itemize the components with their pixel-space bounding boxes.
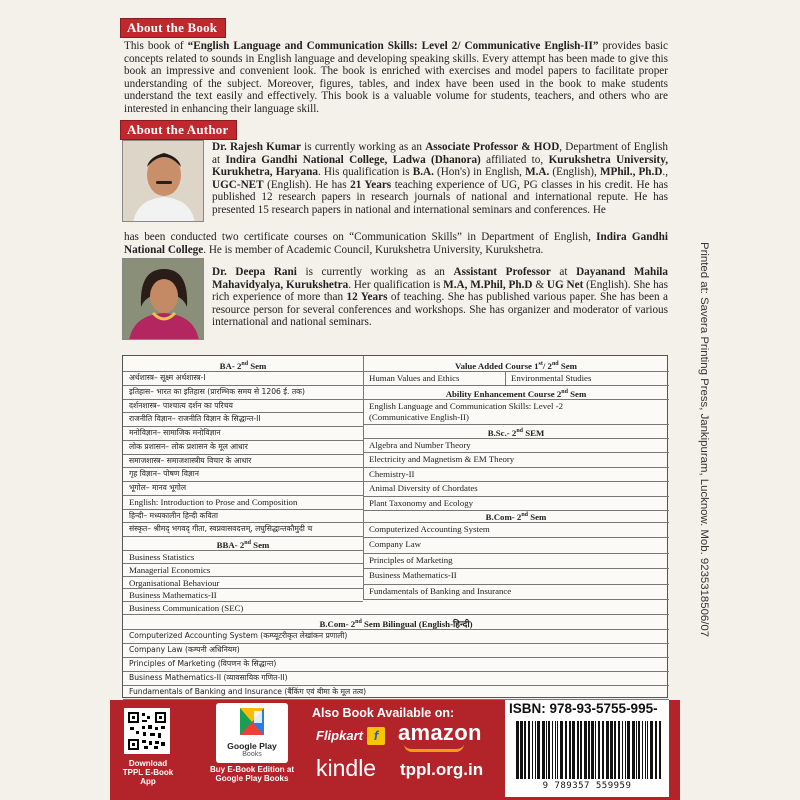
bold-text: Dayanand Mahila Mahavidyalya, Kurukshetra: [212, 266, 669, 291]
isbn-number: ISBN: 978-93-5755-995-: [505, 700, 669, 732]
qr-caption: Download TPPL E-Book App: [122, 759, 174, 786]
author-rajesh-bio-continued: [124, 231, 668, 256]
bcom-subject-row: Principles of Marketing: [369, 554, 453, 565]
bilingual-subject-row: Principles of Marketing (विपणन के सिद्धान्त): [129, 659, 277, 668]
bilingual-subject-row: Business Mathematics-II (व्यावसायिक गणित-II): [129, 673, 288, 682]
bold-text: Indira Gandhi National College, Ladwa (Dhanora): [225, 153, 481, 166]
author-photo-deepa: [122, 258, 204, 340]
google-play-label: Google Play: [227, 741, 277, 751]
vac-left: Human Values and Ethics: [369, 373, 460, 383]
text-run: . He is member of Academic Council, Kurukshetra University, Kurukshetra.: [203, 243, 544, 256]
bcom-subject-row: Computerized Accounting System: [369, 524, 490, 534]
bold-text: M.A, M.Phil, Ph.D: [443, 278, 533, 291]
text-run: .,: [662, 166, 668, 179]
flipkart-logo[interactable]: Flipkart: [316, 728, 363, 743]
bold-text: UGC-NET: [212, 178, 264, 191]
ba-subject-row: हिन्दी– मध्यकालीन हिन्दी कविता: [129, 510, 218, 520]
tppl-website[interactable]: tppl.org.in: [400, 760, 484, 779]
bold-text: UG Net: [546, 278, 584, 291]
aec-line-2: (Communicative English-II): [369, 412, 469, 422]
author-photo-rajesh: [122, 140, 204, 222]
barcode-icon: [516, 721, 662, 779]
ba-subject-row: संस्कृत– श्रीमद् भगवद् गीता, स्वप्नवासवदत्तम्, लघुसिद्धान्तकौमुदी च: [129, 524, 313, 534]
text-run: . His qualification is: [317, 166, 413, 179]
course-table: [122, 355, 668, 698]
amazon-smile-icon: [404, 744, 464, 752]
ba-subject-row: समाजशास्त्र– समाजशास्त्रीय विचार के आधार: [129, 455, 252, 465]
printer-info: Printed at: Savera Printing Press, Jankipuram, Lucknow. Mob. 9235318506/07: [698, 242, 710, 638]
bilingual-subject-row: Company Law (कम्पनी अधिनियम): [129, 645, 240, 654]
google-play-caption: Buy E-Book Edition at Google Play Books: [210, 765, 294, 783]
bsc-subject-row: Plant Taxonomy and Ecology: [369, 497, 474, 508]
bba-subject-row: Organisational Behaviour: [129, 577, 220, 588]
author-deepa-bio: [212, 266, 668, 329]
text-run: is currently working as an: [296, 266, 454, 278]
bold-text: Associate Professor & HOD: [425, 141, 560, 153]
author-rajesh-bio: [212, 141, 668, 217]
text-run: (English),: [549, 166, 600, 179]
text-run: (English). She has rich experience of more than: [212, 278, 668, 304]
ba-heading: BA- 2nd Sem: [219, 360, 267, 371]
google-play-sub: Books: [242, 751, 262, 758]
bilingual-subject-row: Computerized Accounting System (कम्प्यूटरीकृत लेखांकन प्रणाली): [129, 631, 348, 640]
ba-subject-row: इतिहास– भारत का इतिहास (प्रारम्भिक समय से 1206 ई. तक): [129, 386, 305, 396]
bold-text: M.A.: [525, 166, 550, 179]
text-run: &: [532, 278, 547, 291]
text-run: has been conducted two certificate courses on “Communication Skills” in Department of English,: [124, 231, 597, 243]
bold-text: Kurukshetra University, Kurukhetra, Haryana: [212, 153, 668, 179]
bcom-subject-row: Business Mathematics-II: [369, 570, 457, 581]
bcom-subject-row: Fundamentals of Banking and Insurance: [369, 585, 512, 596]
aec-heading: Ability Enhancement Course 2nd Sem: [445, 388, 587, 399]
bold-text: B.A.: [412, 166, 434, 179]
bba-subject-row: Business Mathematics-II: [129, 590, 217, 601]
bsc-subject-row: Animal Diversity of Chordates: [369, 483, 478, 494]
text-run: teaching experience of UG, PG classes in his credit. He has published 12 research papers in research journals of national and international repute. He has presented 15 research papers in national and international seminars and conferences. He: [212, 178, 668, 216]
bold-text: 21 Years: [350, 178, 392, 191]
text-run: at: [550, 266, 577, 278]
ba-subject-row: दर्शनशास्त्र– पाश्चात्य दर्शन का परिचय: [129, 400, 233, 410]
bsc-subject-row: Chemistry-II: [369, 468, 415, 479]
text-run: . Her qualification is: [348, 278, 444, 291]
bold-text: MPhil., Ph.D: [599, 166, 663, 179]
text-run: of teaching. She has published various paper. She has been a resource person for several conferences and workshops. She has organizer and moderator of various international and national seminars.: [212, 291, 669, 329]
about-author-heading: About the Author: [120, 120, 237, 140]
bba-subject-row: Business Statistics: [129, 552, 195, 562]
text-run: This book of: [124, 40, 188, 52]
ba-subject-row: लोक प्रशासन– लोक प्रशासन के मूल आधार: [129, 441, 248, 451]
ba-subject-row: अर्थशास्त्र– सूक्ष्म अर्थशास्त्र-I: [129, 373, 206, 382]
google-play-books-icon: [232, 705, 272, 739]
bilingual-heading: B.Com- 2nd Sem Bilingual (English-हिन्दी): [319, 618, 473, 629]
bcom-subject-row: Company Law: [369, 539, 422, 550]
bcom-heading: B.Com- 2nd Sem: [485, 511, 547, 522]
ba-subject-row: English: Introduction to Prose and Composition: [129, 496, 298, 507]
bold-text: “English Language and Communication Skills: Level 2/ Communicative English-II”: [187, 40, 599, 52]
bba-subject-row: Business Communication (SEC): [129, 603, 244, 614]
bold-text: Dr. Rajesh Kumar: [212, 141, 301, 153]
text-run: , Department of English at: [212, 141, 668, 166]
ba-subject-row: मनोविज्ञान– सामाजिक मनोविज्ञान: [129, 428, 221, 437]
text-run: provides basic concepts related to sounds in English language and developing speaking skills. Every attempt has been made to give this book an impressive and convenient look. The book is enriched with exercises and model papers to facilitate proper understanding of the subject. Moreover, figures, tables, and index have been used in the book to make students understand the text easily and effectively. This book is a valuable volume for students, teachers, and others who are interested in enhancing their language skill.: [124, 40, 669, 115]
barcode-digits: 9 789357 559959: [542, 781, 632, 791]
ba-subject-row: भूगोल– मानव भूगोल: [129, 483, 187, 492]
bold-text: 12 Years: [346, 291, 388, 304]
bilingual-subject-row: Fundamentals of Banking and Insurance (बैंकिंग एवं बीमा के मूल तत्व): [129, 687, 367, 696]
amazon-logo[interactable]: amazon: [398, 720, 482, 745]
ba-subject-row: गृह विज्ञान– पोषण विज्ञान: [129, 469, 199, 479]
bold-text: Assistant Professor: [453, 266, 551, 278]
aec-line-1: English Language and Communication Skills: Level -2: [369, 401, 563, 411]
text-run: is currently working as an: [300, 141, 426, 153]
vac-heading: Value Added Course 1st/ 2nd Sem: [455, 360, 577, 371]
about-book-heading: About the Book: [120, 18, 226, 38]
bold-text: Indira Gandhi National College: [124, 231, 668, 256]
text-run: affiliated to,: [480, 153, 549, 166]
vac-right: Environmental Studies: [511, 373, 592, 383]
text-run: (English). He has: [263, 178, 351, 191]
qr-code-icon: [124, 708, 170, 754]
text-run: (Hon's) in English,: [433, 166, 526, 179]
bba-subject-row: Managerial Economics: [129, 564, 211, 575]
also-available-text: Also Book Available on:: [312, 706, 455, 720]
bsc-heading: B.Sc.- 2nd SEM: [487, 427, 545, 438]
flipkart-bag-icon: f: [367, 727, 385, 745]
kindle-logo[interactable]: kindle: [316, 755, 377, 781]
bsc-subject-row: Algebra and Number Theory: [369, 440, 471, 450]
bold-text: Dr. Deepa Rani: [212, 266, 297, 278]
ba-subject-row: राजनीति विज्ञान– राजनीति विज्ञान के सिद्धान्त-II: [129, 414, 261, 424]
bsc-subject-row: Electricity and Magnetism & EM Theory: [369, 454, 515, 465]
about-book-text: [124, 40, 668, 116]
bba-heading: BBA- 2nd Sem: [216, 539, 270, 550]
